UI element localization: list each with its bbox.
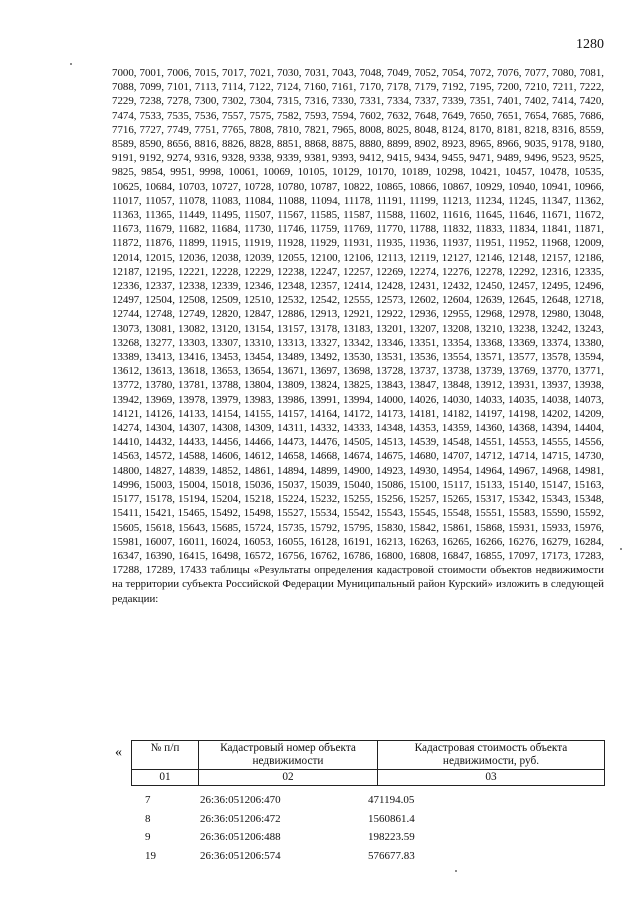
quote-mark: « [115, 745, 122, 760]
header-number: № п/п [132, 741, 199, 770]
scan-speck [70, 63, 72, 65]
table-column-numbers-row [132, 770, 605, 786]
table-row [145, 828, 488, 847]
column-number-01: 01 [132, 770, 199, 786]
table-row [145, 847, 488, 866]
scan-speck [620, 548, 622, 550]
table-row [145, 791, 488, 810]
row-number: 7 [145, 794, 151, 806]
row-cadastral-number: 26:36:051206:574 [200, 849, 281, 862]
row-cadastral-number: 26:36:051206:472 [200, 812, 281, 825]
table-header-row [132, 741, 605, 770]
table-body [145, 791, 488, 865]
row-number: 19 [145, 849, 156, 862]
scan-speck [455, 870, 457, 872]
column-number-02: 02 [199, 770, 378, 786]
header-cadastral-number: Кадастровый номер объекта недвижимости [199, 741, 378, 770]
row-cost: 198223.59 [368, 831, 415, 843]
row-cost: 471194.05 [368, 794, 415, 806]
header-cadastral-cost: Кадастровая стоимость объекта недвижимости, руб. [378, 741, 605, 770]
row-cost: 1560861.4 [368, 812, 415, 825]
row-number: 9 [145, 831, 151, 843]
table-row [145, 810, 488, 829]
row-number: 8 [145, 812, 151, 825]
row-cadastral-number: 26:36:051206:470 [200, 794, 281, 806]
column-number-03: 03 [378, 770, 605, 786]
row-cost: 576677.83 [368, 849, 415, 862]
cadastral-table-header [131, 740, 605, 786]
row-cadastral-number: 26:36:051206:488 [200, 831, 281, 843]
body-paragraph: 7000, 7001, 7006, 7015, 7017, 7021, 7030, 7031, 7043, 7048, 7049, 7052, 7054, 7072, 7076, 7077, 7080, 7081, 7088, 7099, 7101, 7113, 7114, 7122, 7124, 7160, 7161, 7170, 7178, 7179, 7192, 7195, 7200, 7210, 7211, 7222, 7229, 7238, 7278, 7300, 7302, 7304, 7315, 7316, 7330, 7331, 7334, 7337, 7339, 7351, 7401, 7402, 7414, 7420, 7474, 7533, 7535, 7536, 7557, 7575, 7582, 7593, 7594, 7602, 7632, 7648, 7649, 7650, 7651, 7654, 7685, 7686, 7716, 7727, 7749, 7751, 7765, 7808, 7810, 7821, 7965, 8008, 8025, 8048, 8124, 8170, 8181, 8218, 8316, 8559, 8589, 8590, 8656, 8816, 8826, 8828, 8851, 8868, 8875, 8880, 8899, 8902, 8923, 8965, 8966, 9035, 9178, 9180, 9191, 9192, 9274, 9316, 9328, 9338, 9339, 9381, 9393, 9412, 9415, 9434, 9455, 9471, 9489, 9496, 9523, 9525, 9825, 9854, 9951, 9998, 10061, 10069, 10105, 10129, 10170, 10189, 10298, 10421, 10457, 10478, 10535, 10625, 10684, 10703, 10727, 10728, 10780, 10787, 10822, 10865, 10866, 10867, 10929, 10940, 10941, 10966, 11017, 11057, 11078, 11083, 11084, 11088, 11094, 11178, 11191, 11199, 11213, 11234, 11245, 11347, 11362, 11363, 11365, 11449, 11495, 11507, 11567, 11585, 11587, 11588, 11602, 11616, 11645, 11646, 11671, 11672, 11673, 11679, 11682, 11684, 11730, 11746, 11759, 11769, 11770, 11788, 11832, 11833, 11834, 11841, 11871, 11872, 11876, 11899, 11915, 11919, 11928, 11929, 11931, 11935, 11936, 11937, 11951, 11952, 11968, 12009, 12014, 12015, 12036, 12038, 12039, 12055, 12100, 12106, 12113, 12119, 12127, 12146, 12148, 12157, 12186, 12187, 12195, 12221, 12228, 12229, 12238, 12247, 12257, 12269, 12274, 12276, 12278, 12292, 12316, 12335, 12336, 12337, 12338, 12339, 12346, 12348, 12357, 12414, 12428, 12431, 12432, 12450, 12457, 12495, 12496, 12497, 12504, 12508, 12509, 12510, 12532, 12542, 12555, 12573, 12602, 12604, 12639, 12645, 12648, 12718, 12744, 12748, 12749, 12820, 12847, 12886, 12913, 12921, 12922, 12936, 12955, 12968, 12978, 12980, 13048, 13073, 13081, 13082, 13120, 13154, 13157, 13178, 13183, 13201, 13207, 13208, 13210, 13238, 13242, 13243, 13268, 13277, 13303, 13307, 13310, 13313, 13327, 13342, 13346, 13351, 13354, 13368, 13369, 13374, 13380, 13389, 13413, 13416, 13453, 13454, 13489, 13492, 13530, 13531, 13536, 13554, 13571, 13577, 13578, 13594, 13612, 13613, 13618, 13653, 13654, 13671, 13697, 13698, 13728, 13737, 13738, 13739, 13769, 13770, 13771, 13772, 13780, 13781, 13788, 13804, 13809, 13824, 13825, 13843, 13847, 13848, 13912, 13931, 13937, 13938, 13942, 13969, 13978, 13979, 13983, 13986, 13991, 13994, 14000, 14026, 14030, 14033, 14035, 14038, 14073, 14121, 14126, 14133, 14154, 14155, 14157, 14164, 14172, 14173, 14181, 14182, 14197, 14198, 14202, 14209, 14274, 14304, 14307, 14308, 14309, 14311, 14332, 14333, 14348, 14353, 14359, 14360, 14368, 14394, 14404, 14410, 14432, 14433, 14456, 14466, 14473, 14476, 14505, 14513, 14539, 14548, 14551, 14553, 14555, 14556, 14563, 14572, 14588, 14606, 14612, 14658, 14668, 14674, 14675, 14680, 14707, 14712, 14714, 14715, 14730, 14800, 14827, 14839, 14852, 14861, 14894, 14899, 14900, 14923, 14930, 14954, 14964, 14967, 14968, 14981, 14996, 15003, 15004, 15018, 15036, 15037, 15039, 15040, 15086, 15100, 15117, 15133, 15140, 15147, 15163, 15177, 15178, 15194, 15204, 15218, 15224, 15232, 15255, 15256, 15257, 15265, 15317, 15342, 15343, 15348, 15411, 15421, 15465, 15492, 15498, 15527, 15534, 15542, 15543, 15545, 15548, 15551, 15583, 15590, 15592, 15605, 15618, 15643, 15685, 15724, 15735, 15792, 15795, 15830, 15842, 15861, 15868, 15931, 15933, 15976, 15981, 16007, 16011, 16024, 16053, 16055, 16128, 16191, 16213, 16263, 16265, 16266, 16276, 16279, 16284, 16347, 16390, 16415, 16498, 16572, 16756, 16762, 16786, 16800, 16808, 16847, 16855, 17097, 17173, 17283, 17288, 17289, 17433 таблицы «Результаты определения кадастровой стоимости объектов недвижимости на территории субъекта Российской Федерации Муниципальный район Курский» изложить в следующей редакции: [112, 67, 604, 605]
page-number: 1280 [576, 37, 604, 52]
